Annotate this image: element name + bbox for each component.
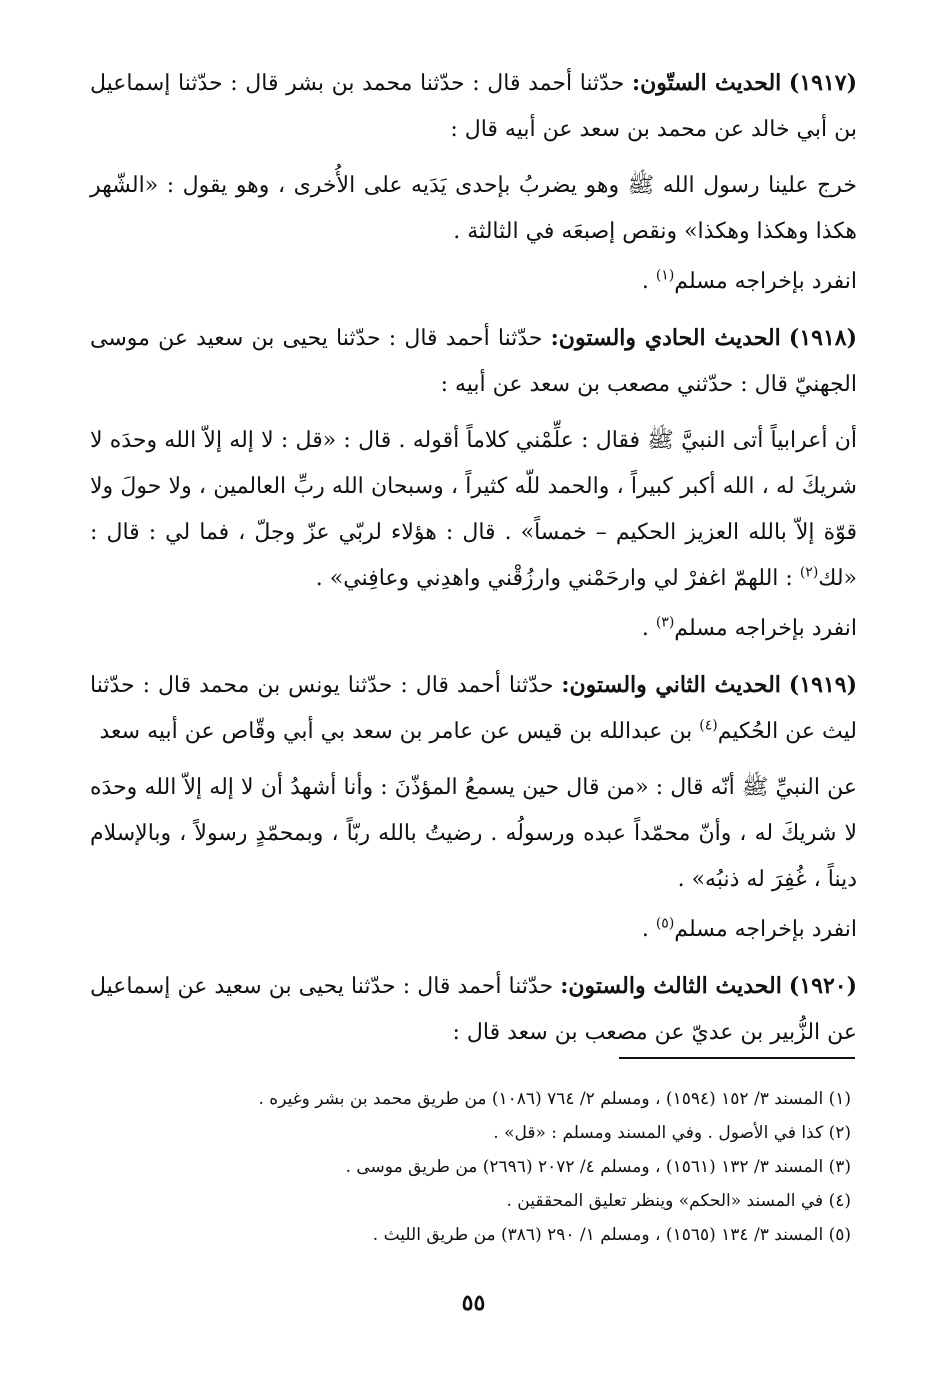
footnote-4: (٤) في المسند «الحكم» وينظر تعليق المحققين .: [506, 1191, 851, 1211]
main-text: [90, 60, 857, 1056]
hadith-1918-isnad: [90, 315, 857, 408]
hadith-isnad: حدّثنا أحمد قال : حدّثنا محمد بن بشر قال : حدّثنا إسماعيل بن أبي خالد عن محمد بن سعد عن أبيه قال :: [90, 71, 857, 142]
hadith-title: الحديث الحادي والستون:: [550, 325, 781, 351]
footnote-ref: (٤): [699, 717, 718, 734]
page-number: ٥٥: [461, 1290, 486, 1316]
hadith-title: الحديث الستّون:: [631, 70, 782, 96]
footnote-ref: (٣): [655, 614, 675, 631]
hadith-number: (١٩١٩): [788, 672, 857, 698]
footnote-1: (١) المسند ٣/ ١٥٢ (١٥٩٤) ، ومسلم ٢/ ٧٦٤ (١٠٨٦) من طريق محمد بن بشر وغيره .: [258, 1089, 851, 1109]
hadith-1917-note: انفرد بإخراجه مسلم$^{(١)}$ .: [641, 267, 857, 294]
hadith-isnad: حدّثنا أحمد قال : حدّثنا يحيى بن سعيد عن إسماعيل عن الزُّبير بن عديّ عن مصعب بن سعد قال :: [90, 974, 857, 1045]
footnote-separator: [619, 1057, 855, 1059]
hadith-1919-note: انفرد بإخراجه مسلم$^{(٥)}$ .: [641, 915, 857, 942]
footnote-ref: (٢): [799, 564, 819, 581]
hadith-number: (١٩١٨): [788, 325, 857, 351]
hadith-isnad: حدّثنا أحمد قال : حدّثنا يحيى بن سعيد عن موسى الجهنيّ قال : حدّثني مصعب بن سعد عن أبيه :: [90, 326, 857, 397]
footnote-ref: (١): [655, 267, 675, 284]
footnotes: [91, 1082, 851, 1252]
hadith-title: الحديث الثاني والستون:: [561, 672, 781, 698]
hadith-1920-isnad: [90, 963, 857, 1056]
footnote-2: (٢) كذا في الأصول . وفي المسند ومسلم : «قل» .: [493, 1123, 851, 1143]
footnote-5: (٥) المسند ٣/ ١٣٤ (١٥٦٥) ، ومسلم ١/ ٢٩٠ (٣٨٦) من طريق الليث .: [372, 1225, 851, 1245]
hadith-1918-note: انفرد بإخراجه مسلم$^{(٣)}$ .: [641, 614, 857, 641]
hadith-title: الحديث الثالث والستون:: [560, 973, 782, 999]
hadith-1917-isnad: [90, 60, 857, 153]
footnote-3: (٣) المسند ٣/ ١٣٢ (١٥٦١) ، ومسلم ٤/ ٢٠٧٢ (٢٦٩٦) من طريق موسى .: [345, 1157, 851, 1177]
hadith-number: (١٩٢٠): [788, 973, 857, 999]
hadith-1919-isnad: (١٩١٩) الحديث الثاني والستون: حدّثنا أحمد قال : حدّثنا يونس بن محمد قال : حدّثنا ليث عن الحُكيم$^{(٤)}$ بن عبدالله بن قيس عن عامر بن سعد بي أبي وقّاص عن أبيه سعد: [90, 672, 857, 744]
hadith-1919-matn: عن النبيِّ ﷺ أنّه قال : «من قال حين يسمعُ المؤذّنَ : وأنا أشهدُ أن لا إله إلاّ الله وحدَه لا شريكَ له ، وأنّ محمّداً عبده ورسولُه . رضيتُ بالله ربّاً ، وبمحمّدٍ رسولاً ، وبالإسلام ديناً ، غُفِرَ له ذنبُه» .: [90, 775, 857, 892]
hadith-1917-matn: خرج علينا رسول الله ﷺ وهو يضربُ بإحدى يَدَيه على الأُخرى ، وهو يقول : «الشّهر هكذا وهكذا وهكذا» ونقص إصبعَه في الثالثة .: [90, 173, 857, 244]
hadith-number: (١٩١٧): [788, 70, 857, 96]
hadith-1918-matn: أن أعرابياً أتى النبيَّ ﷺ فقال : علِّمْني كلاماً أقوله . قال : «قل : لا إله إلاّ الله وحدَه لا شريكَ له ، الله أكبر كبيراً ، والحمد للّه كثيراً ، وسبحان الله ربِّ العالمين ، ولا حولَ ولا قوّة إلاّ بالله العزيز الحكيم – خمساً» . قال : هؤلاء لربّي عزّ وجلّ ، فما لي : قال : «لك$^{(٢)}$ : اللهمّ اغفرْ لي وارحَمْني وارزُقْني واهدِني وعافِني» .: [90, 428, 857, 591]
footnote-ref: (٥): [655, 915, 675, 932]
